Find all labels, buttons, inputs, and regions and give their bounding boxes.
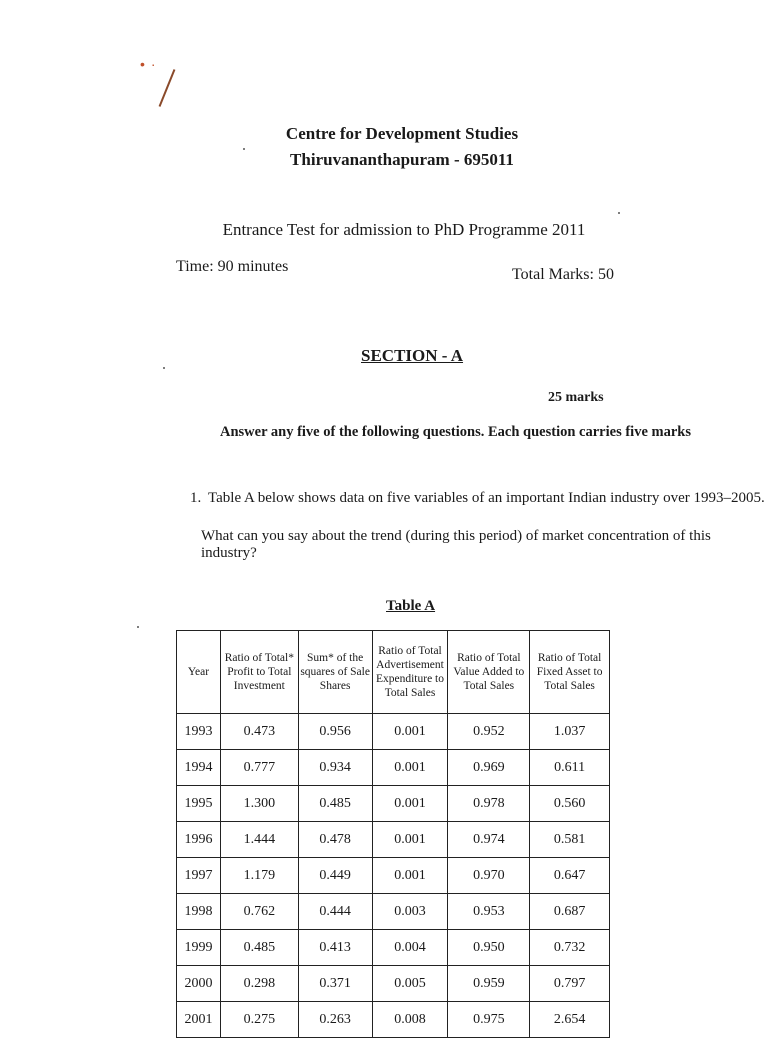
table-cell: 2001 [177,1002,221,1038]
table-cell: 0.777 [220,750,298,786]
table-cell: 0.975 [448,1002,530,1038]
table-cell: 0.485 [220,930,298,966]
table-cell: 0.449 [298,858,372,894]
question-text-line-1: Table A below shows data on five variables of an important Indian industry over 1993–2005. [208,490,765,506]
column-header-value-added-ratio: Ratio of Total Value Added to Total Sales [448,631,530,714]
table-cell: 0.001 [372,714,448,750]
table-cell: 1999 [177,930,221,966]
table-cell: 0.959 [448,966,530,1002]
table-cell: 0.001 [372,750,448,786]
table-cell: 0.647 [530,858,610,894]
table-row [177,858,610,894]
table-cell: 0.263 [298,1002,372,1038]
column-header-fixed-asset-ratio: Ratio of Total Fixed Asset to Total Sales [530,631,610,714]
table-cell: 0.732 [530,930,610,966]
table-cell: 0.005 [372,966,448,1002]
table-cell: 0.953 [448,894,530,930]
table-cell: 1.444 [220,822,298,858]
table-header-row [177,631,610,714]
table-cell: 1.037 [530,714,610,750]
table-cell: 0.950 [448,930,530,966]
scan-speck [137,626,139,628]
table-cell: 0.762 [220,894,298,930]
section-instructions: Answer any five of the following questions. Each question carries five marks [220,424,691,440]
table-cell: 0.275 [220,1002,298,1038]
table-row [177,750,610,786]
table-cell: 1996 [177,822,221,858]
question-number: 1. [190,490,202,506]
column-header-year: Year [177,631,221,714]
table-cell: 0.970 [448,858,530,894]
table-cell: 1994 [177,750,221,786]
table-cell: 0.003 [372,894,448,930]
pen-mark-dots: •· [140,56,162,72]
table-cell: 0.001 [372,822,448,858]
table-cell: 0.974 [448,822,530,858]
table-cell: 0.797 [530,966,610,1002]
table-cell: 0.371 [298,966,372,1002]
data-table [176,630,610,1038]
table-cell: 2000 [177,966,221,1002]
section-title: SECTION - A [361,346,464,365]
table-cell: 0.478 [298,822,372,858]
table-cell: 0.444 [298,894,372,930]
table-cell: 0.413 [298,930,372,966]
table-caption: Table A [386,598,436,614]
exam-total-marks: Total Marks: 50 [512,266,614,283]
table-cell: 0.934 [298,750,372,786]
table-cell: 0.956 [298,714,372,750]
institution-city: Thiruvananthapuram - 695011 [290,150,514,169]
table-row [177,1002,610,1038]
table-cell: 2.654 [530,1002,610,1038]
table-row [177,894,610,930]
column-header-profit-ratio: Ratio of Total* Profit to Total Investment [220,631,298,714]
table-cell: 1.300 [220,786,298,822]
column-header-sum-squares: Sum* of the squares of Sale Shares [298,631,372,714]
table-row [177,930,610,966]
table-cell: 1993 [177,714,221,750]
table-cell: 0.952 [448,714,530,750]
table-cell: 0.611 [530,750,610,786]
institution-name: Centre for Development Studies [285,124,519,143]
table-cell: 0.969 [448,750,530,786]
table-cell: 0.004 [372,930,448,966]
pen-mark-stroke [159,69,176,107]
table-cell: 0.001 [372,786,448,822]
table-cell: 1995 [177,786,221,822]
column-header-advertisement-ratio: Ratio of Total Advertisement Expenditure to Total Sales [372,631,448,714]
table-cell: 1998 [177,894,221,930]
table-cell: 1.179 [220,858,298,894]
table-cell: 0.581 [530,822,610,858]
table-cell: 0.485 [298,786,372,822]
table-row [177,714,610,750]
exam-time: Time: 90 minutes [176,258,289,275]
section-marks: 25 marks [548,390,604,405]
table-cell: 0.001 [372,858,448,894]
table-cell: 0.687 [530,894,610,930]
table-cell: 0.008 [372,1002,448,1038]
table-cell: 0.473 [220,714,298,750]
scan-speck [618,212,620,214]
exam-title: Entrance Test for admission to PhD Programme 2011 [222,220,586,239]
table-row [177,786,610,822]
table-row [177,966,610,1002]
table-cell: 1997 [177,858,221,894]
table-cell: 0.978 [448,786,530,822]
scan-speck [163,367,165,369]
table-row [177,822,610,858]
question-text-line-2: What can you say about the trend (during this period) of market concentration of this industry? [201,528,711,561]
table-cell: 0.298 [220,966,298,1002]
table-cell: 0.560 [530,786,610,822]
